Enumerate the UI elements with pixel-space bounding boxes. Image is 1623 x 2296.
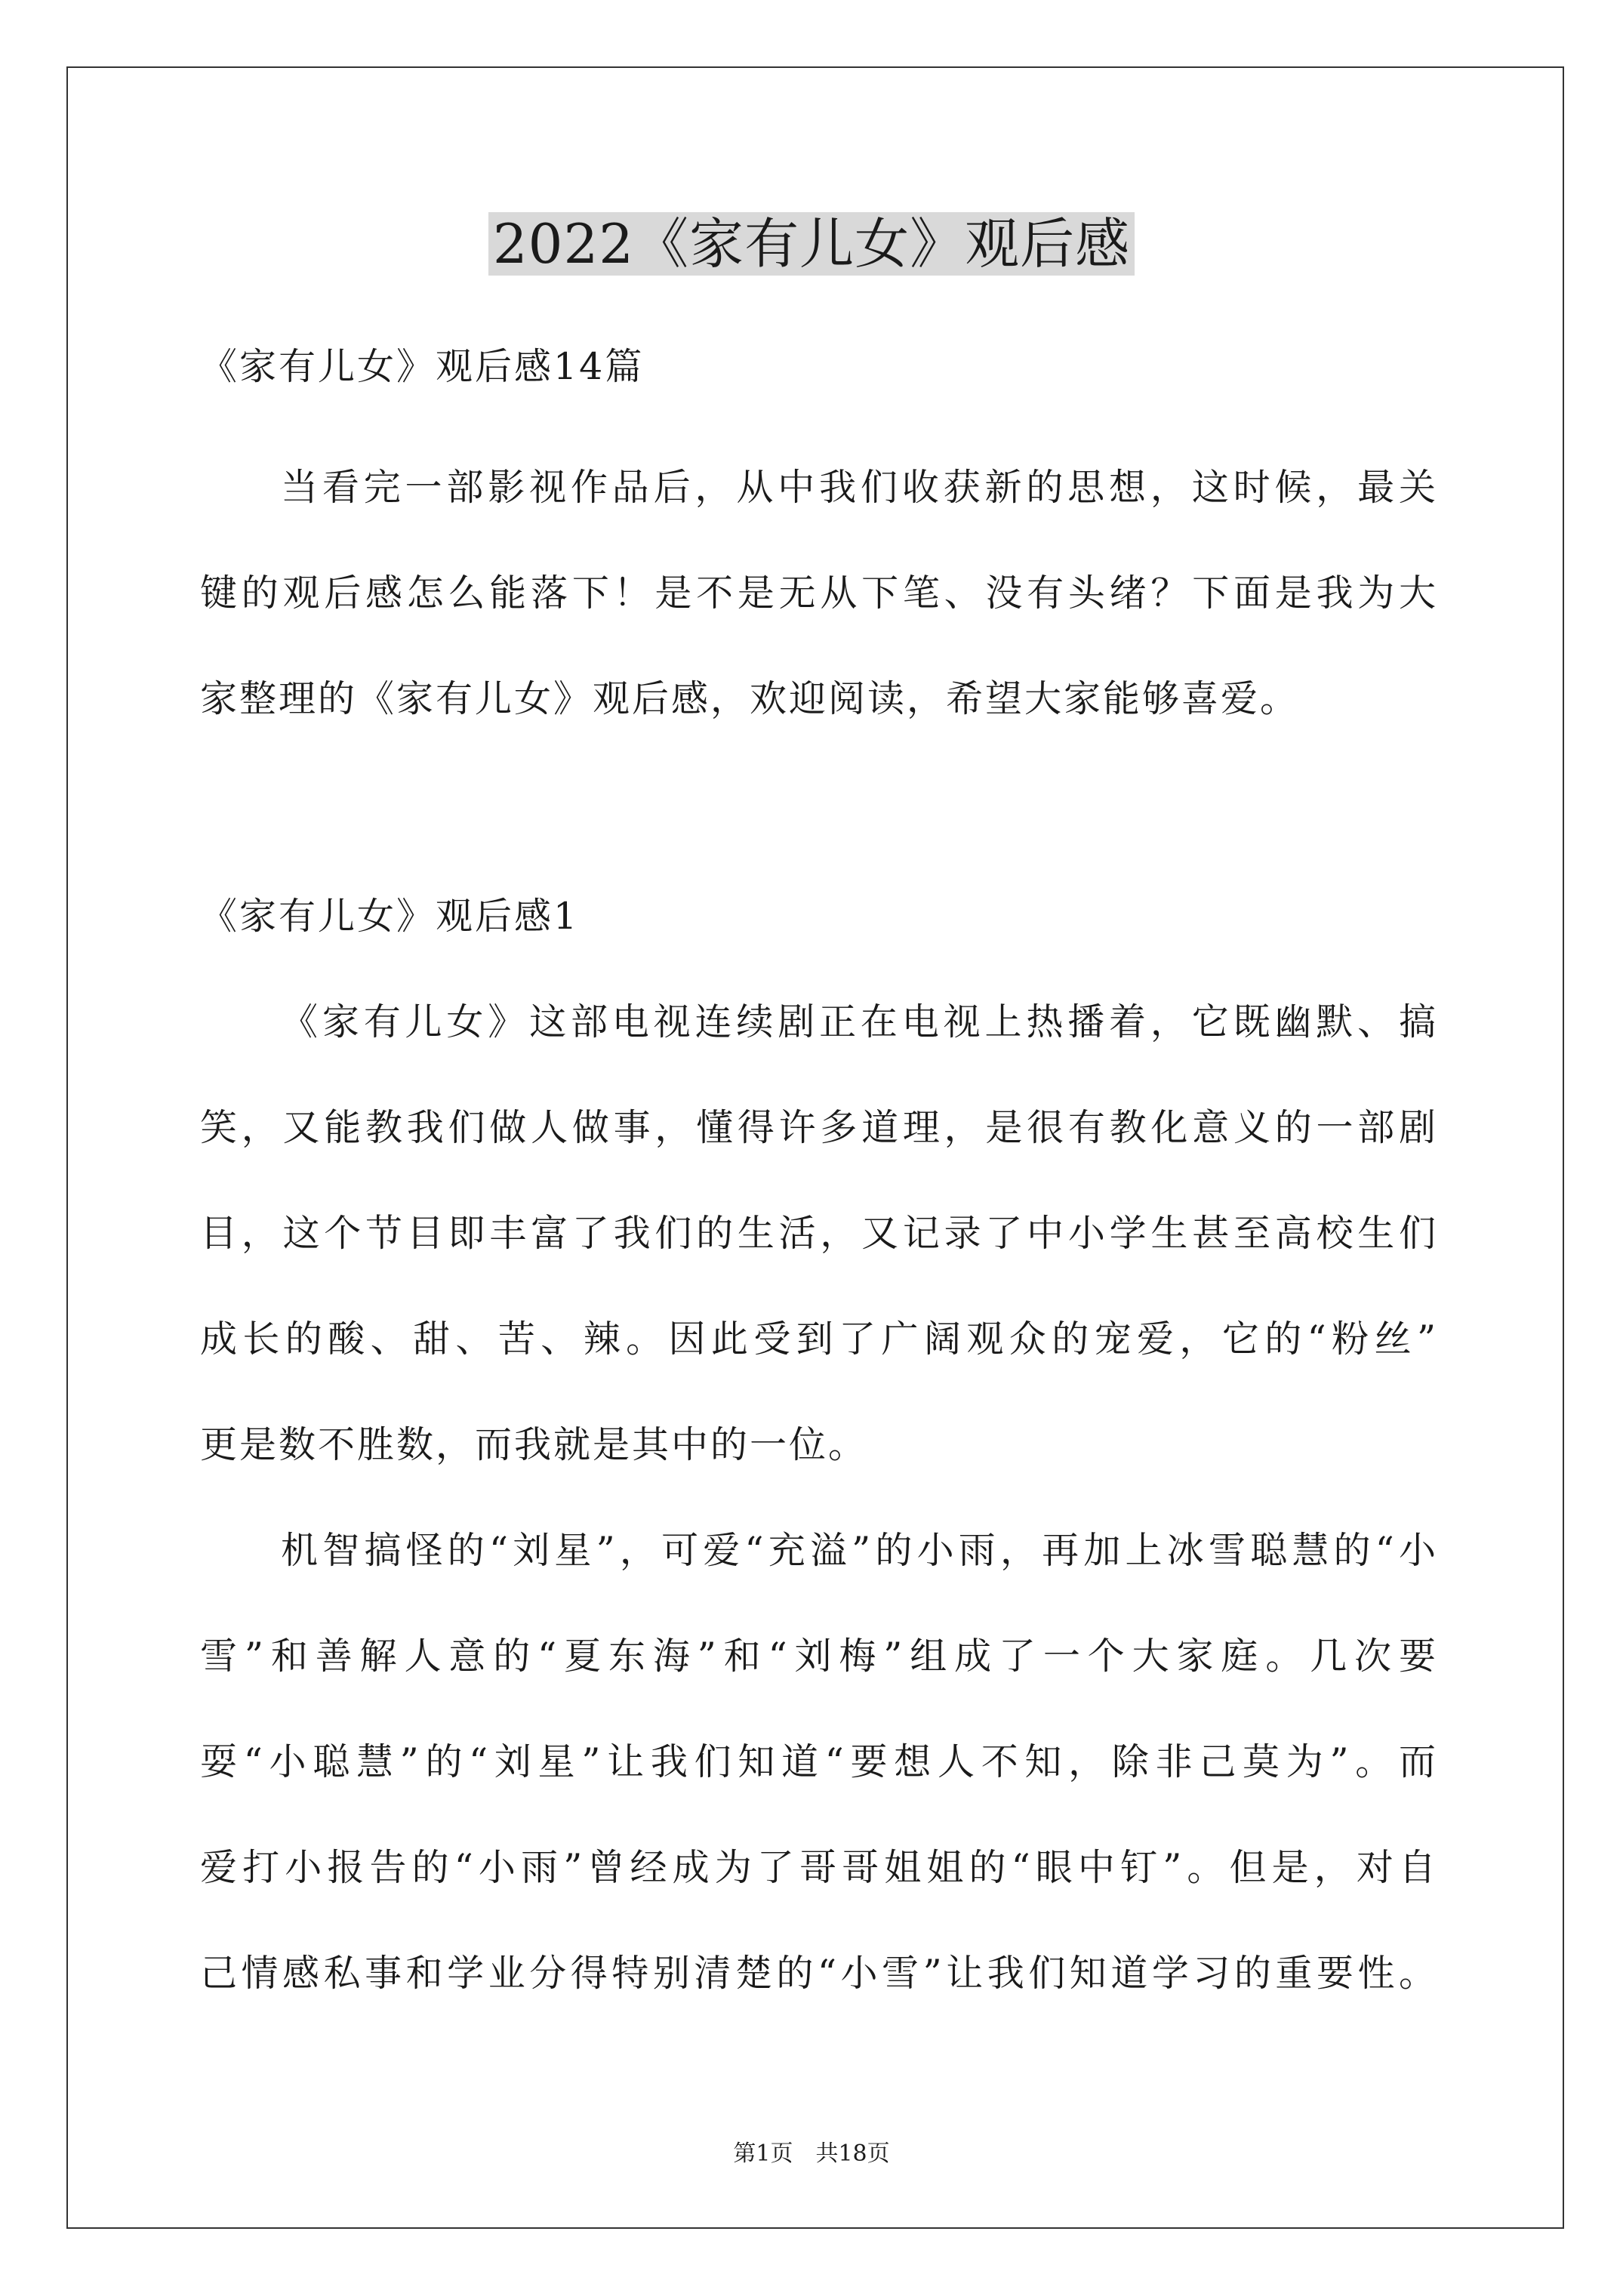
intro-line-3: 家整理的《家有儿女》观后感，欢迎阅读，希望大家能够喜爱。 [200,677,1300,720]
para2-line-5: 己情感私事和学业分得特别清楚的“小雪”让我们知道学习的重要性。 [200,1952,1438,1995]
page-footer: 第1页 共18页 [733,2140,890,2167]
para1-line-4: 成长的酸、甜、苦、辣。因此受到了广阔观众的宠爱，它的“粉丝” [200,1318,1438,1361]
section-heading: 《家有儿女》观后感1 [200,895,580,938]
document-subtitle: 《家有儿女》观后感14篇 [200,345,645,388]
para1-line-2: 笑，又能教我们做人做事，懂得许多道理，是很有教化意义的一部剧 [200,1106,1438,1149]
para2-line-2: 雪”和善解人意的“夏东海”和“刘梅”组成了一个大家庭。几次要 [200,1635,1438,1678]
intro-line-1: 当看完一部影视作品后，从中我们收获新的思想，这时候，最关 [281,466,1438,509]
para2-line-1: 机智搞怪的“刘星”，可爱“充溢”的小雨，再加上冰雪聪慧的“小 [281,1529,1438,1572]
para1-line-3: 目，这个节目即丰富了我们的生活，又记录了中小学生甚至高校生们 [200,1212,1438,1255]
para2-line-3: 耍“小聪慧”的“刘星”让我们知道“要想人不知，除非己莫为”。而 [200,1740,1438,1783]
title-text: 2022《家有儿女》观后感 [488,212,1135,276]
para1-line-1: 《家有儿女》这部电视连续剧正在电视上热播着，它既幽默、搞 [281,1000,1438,1043]
intro-line-2: 键的观后感怎么能落下！是不是无从下笔、没有头绪？下面是我为大 [200,572,1438,615]
document-title [0,202,1623,285]
para2-line-4: 爱打小报告的“小雨”曾经成为了哥哥姐姐的“眼中钉”。但是，对自 [200,1846,1438,1889]
para1-line-5: 更是数不胜数，而我就是其中的一位。 [200,1423,868,1466]
